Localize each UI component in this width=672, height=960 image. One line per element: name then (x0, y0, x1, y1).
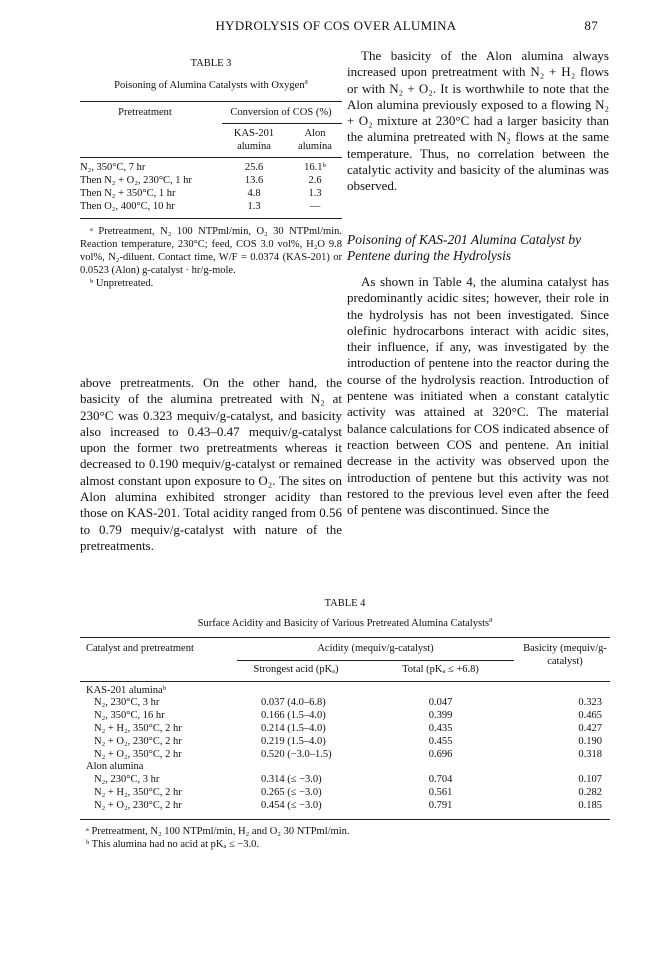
table3-header-alon: Alon alumina (298, 127, 332, 152)
table3-cell-pretreatment: Then O₂, 400°C, 10 hr (80, 200, 175, 212)
table3-top-rule (80, 101, 342, 102)
running-header (72, 18, 600, 38)
table4-footnote-b: ᵇ This alumina had no acid at pKₐ ≤ −3.0. (86, 838, 260, 850)
table4-cell-strongest: 0.265 (≤ −3.0) (261, 786, 322, 798)
table4-cell-total: 0.704 (428, 774, 453, 786)
table3-cell-alon: 1.3 (308, 187, 322, 199)
table-row (80, 787, 610, 800)
page-number: 87 (584, 18, 598, 33)
table4-cell-strongest: 0.454 (≤ −3.0) (261, 799, 322, 811)
table4-cell-total: 0.435 (428, 722, 453, 734)
table3-header-rule (80, 157, 342, 158)
table3-title-text: Poisoning of Alumina Catalysts with Oxygen (114, 80, 305, 92)
table4 (80, 643, 610, 813)
right-paragraph-1: The basicity of the Alon alumina always increased upon pretreatment with N₂ + H₂ flows or with N₂ + O₂. It is worthwhile to note that the Alon alumina previously exposed to a flowing N₂ + O₂ mixture at 230°C had a larger basicity than the alumina pretreated with N₂ flows at the same temperature. Thus, no correlation between the catalytic activity and basicity of the aluminas was observed. (347, 48, 609, 194)
table3-header-conversion: Conversion of COS (%) (230, 106, 332, 118)
table4-cell-strongest: 0.214 (1.5–4.0) (261, 722, 326, 734)
table4-cell-pretreatment: N₂, 350°C, 16 hr (94, 710, 165, 722)
table4-cell-pretreatment: N₂ + O₂, 230°C, 2 hr (94, 799, 182, 811)
table4-title (80, 614, 610, 629)
table-row (80, 800, 610, 813)
table3-block (80, 56, 342, 290)
table3 (80, 106, 342, 213)
table4-cell-strongest: 0.520 (−3.0–1.5) (261, 748, 332, 760)
table4-sub-rule (237, 660, 514, 661)
table4-cell-total: 0.399 (428, 710, 453, 722)
table4-title-note: a (489, 614, 493, 624)
table4-bottom-rule (80, 819, 610, 820)
table-row (80, 749, 610, 762)
table-row (80, 723, 610, 736)
table3-footnote-a: ᵃ Pretreatment, N₂ 100 NTPml/min, O₂ 30 NTPml/min. Reaction temperature, 230°C; feed, COS 3.0 vol%, H₂O 9.8 vol%, N₂-diluent. Contact time, W/F = 0.0374 (KAS-201) or 0.0523 (Alon) g-catalyst · hr/g-mole. (80, 225, 342, 276)
table-row (80, 187, 342, 200)
table3-header-pretreatment: Pretreatment (118, 106, 172, 118)
table4-cell-basicity: 0.190 (578, 735, 602, 747)
table4-header-rule (80, 681, 610, 682)
table3-cell-pretreatment: Then N₂ + 350°C, 1 hr (80, 187, 176, 199)
table4-group-alon: Alon alumina (86, 761, 144, 773)
table4-cell-basicity: 0.427 (578, 722, 602, 734)
table3-title-note: a (304, 76, 308, 86)
table3-cell-alon: 2.6 (308, 174, 322, 186)
left-body-paragraph: above pretreatments. On the other hand, the basicity of the alumina pretreated with N₂ at 230°C was 0.323 mequiv/g-catalyst, and basicity also increased to 0.43–0.47 mequiv/g-catalyst upon the former two pretreatments whereas it decreased to 0.190 mequiv/g-catalyst or remained almost constant upon exposure to O₂. The sites on Alon alumina exhibited stronger acidity than those on KAS-201. Total acidity ranged from 0.56 to 0.79 mequiv/g-catalyst with nature of the pretreatments. (80, 375, 342, 553)
table-row (80, 200, 342, 213)
table-row (80, 710, 610, 723)
table3-cell-kas: 13.6 (244, 174, 264, 186)
table4-header-catalyst: Catalyst and pretreatment (86, 643, 194, 654)
table4-cell-strongest: 0.314 (≤ −3.0) (261, 774, 322, 786)
table3-cell-kas: 25.6 (244, 161, 264, 173)
table4-block (80, 598, 610, 851)
table-row (80, 697, 610, 710)
table4-cell-strongest: 0.219 (1.5–4.0) (261, 735, 326, 747)
right-paragraph-2: As shown in Table 4, the alumina catalyst has predominantly acidic sites; however, their role in the hydrolysis has not been investigated. Since olefinic hydrocarbons interact with acidic sites, their influence, if any, was investigated by the introduction of pentene into the reactor during the course of the hydrolysis reaction. Introduction of pentene was initiated when a constant catalytic activity was attained at 320°C. The material balance calculations for COS indicated absence of reaction between COS and pentene. An initial decrease in the activity was observed upon the introduction of pentene but this activity was not restored to the previous level even after the feed of pentene was discontinued. Since the (347, 274, 609, 518)
table-row (80, 774, 610, 787)
table4-group-kas: KAS-201 aluminaᵇ (86, 684, 166, 696)
section-heading: Poisoning of KAS-201 Alumina Catalyst by Pentene during the Hydrolysis (347, 232, 582, 263)
table4-cell-total: 0.696 (428, 748, 453, 760)
table4-header-strongest: Strongest acid (pKₐ) (253, 663, 339, 675)
table-row (80, 161, 342, 174)
table4-header-total: Total (pKₐ ≤ +6.8) (402, 663, 479, 675)
table4-cell-pretreatment: N₂, 230°C, 3 hr (94, 697, 160, 709)
table3-cell-alon: — (309, 200, 321, 212)
table4-cell-basicity: 0.282 (578, 786, 602, 798)
table-row (80, 174, 342, 187)
table4-cell-pretreatment: N₂ + H₂, 350°C, 2 hr (94, 786, 182, 798)
table3-bottom-rule (80, 218, 342, 219)
table4-cell-pretreatment: N₂ + H₂, 350°C, 2 hr (94, 722, 182, 734)
table4-cell-basicity: 0.107 (578, 774, 602, 786)
table4-title-text: Surface Acidity and Basicity of Various Pretreated Alumina Catalysts (197, 618, 490, 629)
table3-cell-alon: 16.1ᵇ (304, 161, 326, 173)
table4-cell-basicity: 0.465 (578, 710, 602, 722)
table4-cell-pretreatment: N₂ + O₂, 230°C, 2 hr (94, 735, 182, 747)
table4-label: TABLE 4 (324, 598, 366, 609)
table3-title (80, 78, 342, 94)
table4-cell-pretreatment: N₂ + O₂, 350°C, 2 hr (94, 748, 182, 760)
table3-label: TABLE 3 (190, 58, 232, 69)
table3-cell-kas: 1.3 (247, 200, 261, 212)
table4-cell-basicity: 0.185 (578, 799, 602, 811)
table3-footnote-b: ᵇ Unpretreated. (90, 277, 154, 289)
table4-header-basicity: Basicity (mequiv/g-catalyst) (523, 643, 607, 667)
table4-header-acidity: Acidity (mequiv/g-catalyst) (317, 643, 434, 654)
table4-cell-total: 0.561 (428, 786, 453, 798)
table4-cell-strongest: 0.166 (1.5–4.0) (261, 710, 326, 722)
table4-cell-basicity: 0.323 (578, 697, 602, 709)
table3-cell-pretreatment: N₂, 350°C, 7 hr (80, 161, 146, 173)
table3-header-kas: KAS-201 alumina (233, 127, 275, 152)
table4-cell-basicity: 0.318 (578, 748, 602, 760)
table4-cell-strongest: 0.037 (4.0–6.8) (261, 697, 326, 709)
table4-cell-total: 0.791 (428, 799, 453, 811)
table-row (80, 736, 610, 749)
table4-cell-total: 0.455 (428, 735, 453, 747)
table3-cell-pretreatment: Then N₂ + O₂, 230°C, 1 hr (80, 174, 192, 186)
table4-footnote-a: ᵃ Pretreatment, N₂ 100 NTPml/min, H₂ and O₂ 30 NTPml/min. (86, 825, 350, 837)
table4-cell-pretreatment: N₂, 230°C, 3 hr (94, 774, 160, 786)
table3-cell-kas: 4.8 (247, 187, 261, 199)
table4-cell-total: 0.047 (428, 697, 453, 709)
table3-sub-rule (222, 123, 342, 124)
table4-top-rule (80, 637, 610, 638)
running-title: HYDROLYSIS OF COS OVER ALUMINA (215, 18, 457, 33)
